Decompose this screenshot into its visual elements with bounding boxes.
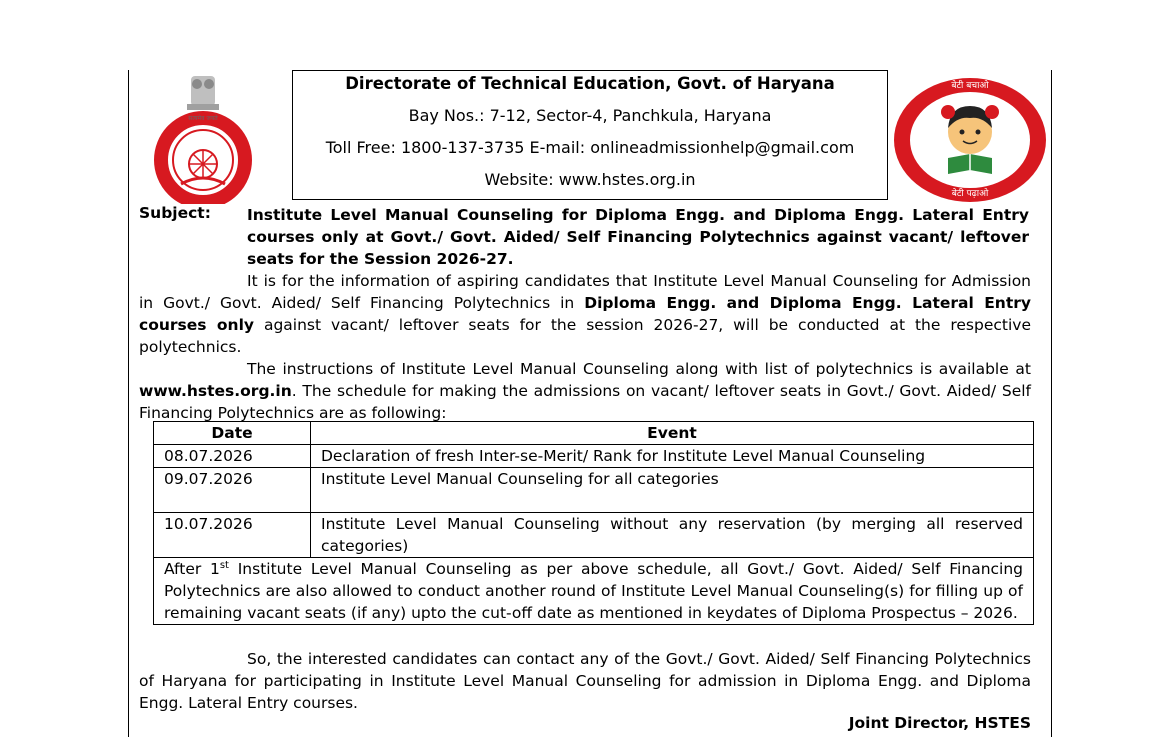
schedule-note: After 1st Institute Level Manual Counseling as per above schedule, all Govt./ Govt. Aided/ Self Financing Polytechnics are also allowed to conduct another round of Institute Level Manual Counseling(s) for filling up of remaining vacant seats (if any) upto the cut-off date as mentioned in keydates of Diploma Prospectus – 2026.: [154, 558, 1034, 625]
paragraph-instructions: The instructions of Institute Level Manual Counseling along with list of polytechnics is available at www.hstes.org.in. The schedule for making the admissions on vacant/ leftover seats in Govt./ Govt. Aided/ Self Financing Polytechnics are as following:: [139, 360, 1031, 422]
row-date: 08.07.2026: [154, 445, 311, 468]
subject-label: Subject:: [139, 204, 211, 222]
row-event: Declaration of fresh Inter-se-Merit/ Rank for Institute Level Manual Counseling: [311, 445, 1034, 468]
website-link: www.hstes.org.in: [139, 382, 292, 400]
row-event: Institute Level Manual Counseling for all categories: [311, 468, 1034, 513]
letterhead-address: Bay Nos.: 7-12, Sector-4, Panchkula, Haryana: [408, 106, 772, 125]
subject-text: Institute Level Manual Counseling for Diploma Engg. and Diploma Engg. Lateral Entry courses only at Govt./ Govt. Aided/ Self Financing Polytechnics against vacant/ leftover seats for the Session 2026-27.: [247, 206, 1029, 268]
letterhead-title: Directorate of Technical Education, Govt. of Haryana: [345, 74, 835, 93]
haryana-govt-emblem-icon: [133, 72, 273, 204]
svg-text:बेटी बचाओ: बेटी बचाओ: [951, 81, 989, 91]
column-header-event: Event: [311, 422, 1034, 445]
paragraph-intro: It is for the information of aspiring candidates that Institute Level Manual Counseling for Admission in Govt./ Govt. Aided/ Self Financing Polytechnics in Diploma Engg. and Diploma Engg. Lateral Entry courses only against vacant/ leftover seats for the session 2026-27, will be conducted at the respective polytechnics.: [139, 272, 1031, 356]
row-date: 10.07.2026: [154, 513, 311, 558]
table-header-row: [154, 422, 1034, 445]
row-event: Institute Level Manual Counseling without any reservation (by merging all reserved categories): [311, 513, 1034, 558]
table-row: [154, 468, 1034, 513]
paragraph-closing: So, the interested candidates can contact any of the Govt./ Govt. Aided/ Self Financing Polytechnics of Haryana for participating in Institute Level Manual Counseling for admission in Diploma Engg. and Diploma Engg. Lateral Entry courses.: [139, 650, 1031, 712]
table-note-row: [154, 558, 1034, 625]
letterhead-website: Website: www.hstes.org.in: [484, 170, 696, 189]
letterhead-box: [292, 70, 888, 200]
beti-bachao-logo-icon: [890, 72, 1050, 204]
svg-text:बेटी पढ़ाओ: बेटी पढ़ाओ: [951, 189, 989, 199]
row-date: 09.07.2026: [154, 468, 311, 513]
svg-text:सत्यमेव जयते: सत्यमेव जयते: [188, 115, 218, 122]
table-row: [154, 445, 1034, 468]
table-row: [154, 513, 1034, 558]
schedule-table: [153, 421, 1034, 625]
letterhead-contact: Toll Free: 1800-137-3735 E-mail: onlineadmissionhelp@gmail.com: [325, 138, 855, 157]
signature-line: Joint Director, HSTES: [848, 714, 1031, 732]
column-header-date: Date: [154, 422, 311, 445]
